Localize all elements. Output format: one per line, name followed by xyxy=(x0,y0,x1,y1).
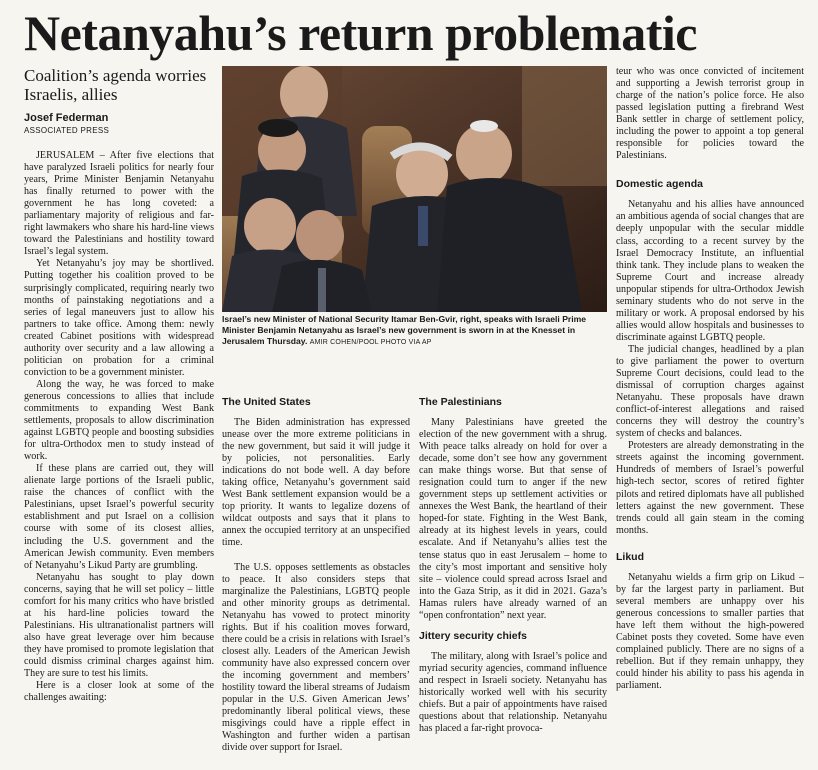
article-column-1 xyxy=(24,150,214,755)
paragraph: The Biden administration has expressed unease over the more extreme politicians in the new government, but said it will judge it by policies, not personalities. Early indications do not bode well. A day before taking office, Netanyahu’s government said West Bank settlement expansion would be a top priority. It wants to legalize dozens of wildcat outposts and says that it plans to annex the occupied territory at an unspecified time. xyxy=(222,417,410,549)
article-column-4 xyxy=(616,66,804,756)
section-heading-likud: Likud xyxy=(616,550,644,563)
byline xyxy=(24,112,214,136)
paragraph: teur who was once convicted of incitement and supporting a Jewish terrorist group in charge of the nation’s police force. He also passed legislation putting a firebrand West Bank settler in charge of settlement policy, including the power to appoint a top general responsible for policies toward the Palestinians. xyxy=(616,66,804,162)
article-column-3 xyxy=(419,396,607,756)
paragraph: The judicial changes, headlined by a plan to give parliament the power to overturn Supreme Court decisions, could lead to the dismissal of corruption charges against Netanyahu. These proposals have drawn conflict-of-interest allegations and raised concerns they will destroy the country’s system of checks and balances. xyxy=(616,343,804,440)
paragraph: Netanyahu has sought to play down concerns, saying that he will set policy – little comfort for his many critics who have bristled at his hard-line policies toward the Palestinians. His ultranationalist partners will also have great leverage over him because they have promised to promote legislation that could dismiss criminal charges against him. They are sure to test his limits. xyxy=(24,571,214,680)
paragraph: If these plans are carried out, they will alienate large portions of the Israeli public, raise the chances of conflict with the Palestinians, upset Israel’s powerful security establishment and put Israel on a collision course with some of its closest allies, including the U.S. government and the American Jewish community. Even members of Netanyahu’s Likud Party are grumbling. xyxy=(24,463,214,571)
news-photo xyxy=(222,66,607,312)
paragraph: Here is a closer look at some of the challenges awaiting: xyxy=(24,680,214,704)
paragraph: Along the way, he was forced to make generous concessions to allies that include commitments to expanding West Bank settlements, proposals to allow discrimination against LGBTQ people and boosting subsidies for ultra-Orthodox men to study instead of work. xyxy=(24,378,214,463)
photo-credit: AMIR COHEN/POOL PHOTO VIA AP xyxy=(309,339,432,346)
deck-subheadline: Coalition’s agenda worries Israelis, allies xyxy=(24,66,207,104)
paragraph: Protesters are already demonstrating in the streets against the incoming government. Hundreds of members of Israel’s powerful high-tech sector, scores of retired fighter pilots and retired diplomats have all published letters against the new government. These trends could all gain steam in the coming months. xyxy=(616,440,804,536)
paragraph: Many Palestinians have greeted the election of the new government with a shrug. With peace talks already on hold for over a decade, some don’t see how any government can make things worse. But that sense of resignation could turn to anger if the new government steps up settlement activities or annexes the West Bank, the heartland of their hoped-for state. Fighting in the West Bank, already at its highest levels in years, could escalate. And if Netanyahu’s allies test the tense status quo in east Jerusalem – home to the city’s most important and sensitive holy site – violence could spread across Israel and into the Gaza Strip, as it did in 2021. Gaza’s Hamas rulers have already warned of an “open confrontation” next year. xyxy=(419,417,607,621)
section-heading-united-states: The United States xyxy=(222,396,311,408)
paragraph: The military, along with Israel’s police and myriad security agencies, command influence and respect in Israeli society. Netanyahu has historically worked well with his security chiefs. But a pair of appointments have raised questions about that relationship. Netanyahu has placed a far-right provoca- xyxy=(419,650,607,735)
paragraph: Yet Netanyahu’s joy may be shortlived. Putting together his coalition proved to be surprisingly complicated, requiring nearly two months of painstaking negotiations and a series of legal maneuvers just to allow his partners to take office. Among them: newly created Cabinet positions with widespread authority over security and a law allowing a politician on probation for a criminal conviction to be a government minister. xyxy=(24,258,214,378)
byline-author: Josef Federman xyxy=(24,112,109,124)
section-heading-palestinians: The Palestinians xyxy=(419,396,502,408)
headline: Netanyahu’s return problematic xyxy=(24,5,697,61)
article-column-2 xyxy=(222,396,410,756)
caption-text: Israel’s new Minister of National Security Itamar Ben-Gvir, right, speaks with Israeli Prime Minister Benjamin Netanyahu as Israel’s new government is sworn in at the Knesset in Jerusalem Thursday. xyxy=(222,314,587,346)
paragraph: JERUSALEM – After five elections that have paralyzed Israeli politics for nearly four years, Prime Minister Benjamin Netanyahu has finally returned to power with the government he has long coveted: a parliamentary majority of religious and far-right lawmakers who share his hard-line views toward the Palestinians and hostility toward Israel’s legal system. xyxy=(24,150,214,258)
paragraph: Netanyahu and his allies have announced an ambitious agenda of social changes that are deeply unpopular with the secular middle class, according to a recent survey by the Israel Democracy Institute, an influential think tank. They include plans to weaken the Supreme Court and increase already unpopular stipends for ultra-Orthodox Jewish seminary students who do not serve in the military or work. A proposal endorsed by his allies would allow hospitals and businesses to discriminate against LGBTQ people. xyxy=(616,199,804,343)
paragraph: The U.S. opposes settlements as obstacles to peace. It also considers steps that marginalize the Palestinians, LGBTQ people and other minority groups as detrimental. Netanyahu has vowed to protect minority rights. But if his coalition moves forward, there could be a crisis in relations with Israel’s closest ally. Leaders of the American Jewish community have also expressed concern over the incoming government and members’ hostility toward the liberal streams of Judaism popular in the U.S. Given American Jews’ predominantly liberal political views, these misgivings could have a ripple effect in Washington and further widen a partisan divide over support for Israel. xyxy=(222,561,410,754)
knesset-photo-illustration xyxy=(222,66,607,312)
photo-caption xyxy=(222,314,607,348)
section-heading-domestic-agenda: Domestic agenda xyxy=(616,178,703,191)
byline-organization: ASSOCIATED PRESS xyxy=(24,126,110,135)
paragraph: Netanyahu wields a firm grip on Likud – by far the largest party in parliament. But several members are unhappy over his generous concessions to smaller parties that have left them without the high-powered Cabinet posts they coveted. Some have even complained publicly. There are no signs of a rebellion. But if they remain unhappy, they could hinder his ability to pass his agenda in parliament. xyxy=(616,571,804,692)
section-heading-security-chiefs: Jittery security chiefs xyxy=(419,629,527,642)
